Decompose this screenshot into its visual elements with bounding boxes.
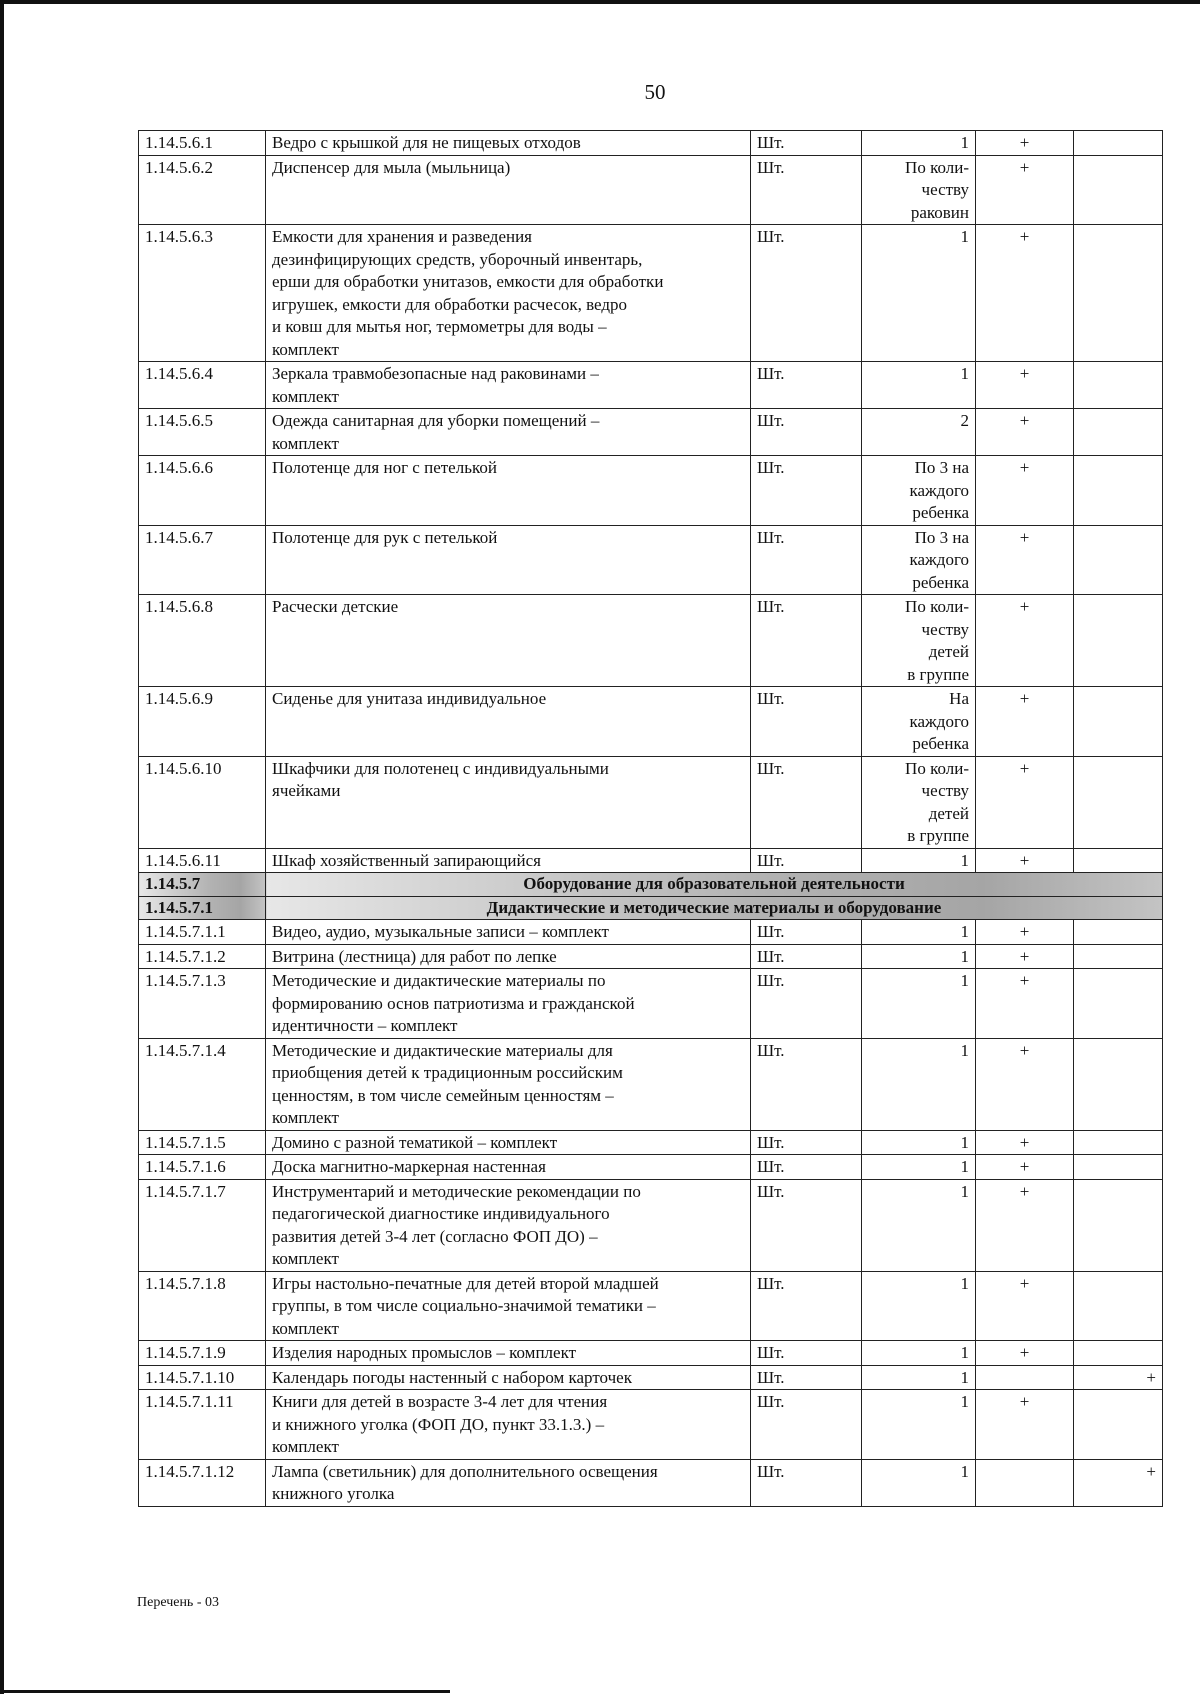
item-quantity [862,362,976,409]
table-row [139,1155,1163,1180]
item-code: 1.14.5.7.1.7 [139,1179,266,1271]
item-unit: Шт. [751,595,862,687]
mark-column-2 [1074,155,1163,225]
item-name [266,1390,751,1460]
qty-line: 1 [960,922,969,941]
item-unit: Шт. [751,1155,862,1180]
name-line: Сиденье для унитаза индивидуальное [272,689,547,708]
name-line: Доска магнитно-маркерная настенная [272,1157,546,1176]
section-code: 1.14.5.7 [139,873,266,897]
qty-line: честву [921,180,969,199]
item-quantity [862,1130,976,1155]
item-code: 1.14.5.6.9 [139,687,266,757]
item-unit: Шт. [751,1390,862,1460]
name-line: Методические и дидактические материалы по [272,971,606,990]
mark-column-2 [1074,225,1163,362]
mark-column-1 [976,1459,1074,1506]
qty-line: ребенка [912,572,969,592]
name-line: Книги для детей в возрасте 3-4 лет для чтения [272,1392,608,1411]
table-row [139,920,1163,945]
name-line: Инструментарий и методические рекомендации по [272,1181,641,1201]
name-line: комплект [272,386,339,406]
qty-line: раковин [910,202,969,222]
item-quantity [862,1271,976,1341]
item-code: 1.14.5.6.11 [139,848,266,873]
qty-line: 1 [960,1392,969,1411]
item-name [266,848,751,873]
qty-line: 1 [960,1343,969,1362]
qty-line: 1 [960,1132,969,1152]
table-row [139,848,1163,873]
mark-column-1: + [976,456,1074,526]
item-unit: Шт. [751,362,862,409]
item-code: 1.14.5.7.1.3 [139,969,266,1039]
table-row [139,1365,1163,1390]
mark-column-2 [1074,687,1163,757]
item-name [266,969,751,1039]
mark-column-1: + [976,155,1074,225]
qty-line: детей [928,642,969,661]
qty-line: 1 [960,1461,969,1481]
section-row [139,896,1163,920]
mark-column-1: + [976,756,1074,848]
equipment-table [138,130,1163,1507]
table-row [139,225,1163,362]
page-border-top [0,0,1200,4]
item-code: 1.14.5.6.8 [139,595,266,687]
mark-column-1: + [976,687,1074,757]
mark-column-1: + [976,131,1074,156]
mark-column-2 [1074,1038,1163,1130]
name-line: Диспенсер для мыла (мыльница) [272,157,511,177]
qty-line: честву [921,619,969,639]
mark-column-2 [1074,131,1163,156]
item-name [266,1271,751,1341]
item-code: 1.14.5.7.1.2 [139,944,266,969]
section-title: Оборудование для образовательной деятельности [266,873,1163,897]
item-quantity [862,969,976,1039]
qty-line: По коли- [905,758,969,778]
item-name [266,456,751,526]
mark-column-2 [1074,969,1163,1039]
mark-column-2 [1074,1341,1163,1366]
item-name [266,1038,751,1130]
mark-column-1: + [976,1155,1074,1180]
item-quantity [862,1179,976,1271]
item-code: 1.14.5.6.2 [139,155,266,225]
name-line: комплект [272,1108,339,1127]
qty-line: 1 [960,227,969,246]
mark-column-1: + [976,409,1074,456]
item-unit: Шт. [751,409,862,456]
name-line: Изделия народных промыслов – комплект [272,1343,577,1362]
item-name [266,1179,751,1271]
item-unit: Шт. [751,920,862,945]
qty-line: каждого [909,550,969,569]
qty-line: 1 [960,850,969,870]
mark-column-2 [1074,1271,1163,1341]
item-name [266,595,751,687]
section-row [139,873,1163,897]
table-row [139,1390,1163,1460]
qty-line: каждого [909,711,969,731]
item-quantity [862,756,976,848]
table-row [139,409,1163,456]
item-code: 1.14.5.6.4 [139,362,266,409]
name-line: Одежда санитарная для уборки помещений – [272,411,600,430]
name-line: и ковш для мытья ног, термометры для воды – [272,317,607,336]
item-quantity [862,155,976,225]
mark-column-1: + [976,848,1074,873]
table-row [139,131,1163,156]
qty-line: 1 [960,133,969,152]
page-border-bottom [0,1690,450,1693]
item-quantity [862,920,976,945]
item-code: 1.14.5.7.1.1 [139,920,266,945]
item-code: 1.14.5.7.1.6 [139,1155,266,1180]
qty-line: детей [928,803,969,823]
name-line: Полотенце для рук с петелькой [272,527,498,547]
item-unit: Шт. [751,225,862,362]
qty-line: 1 [960,1040,969,1060]
item-quantity [862,225,976,362]
item-name [266,1365,751,1390]
mark-column-1: + [976,1130,1074,1155]
item-code: 1.14.5.6.7 [139,525,266,595]
item-unit: Шт. [751,1271,862,1341]
mark-column-2: + [1074,1365,1163,1390]
item-code: 1.14.5.7.1.5 [139,1130,266,1155]
item-unit: Шт. [751,1459,862,1506]
name-line: формированию основ патриотизма и гражданской [272,993,635,1013]
item-quantity [862,848,976,873]
mark-column-1: + [976,525,1074,595]
table-row [139,362,1163,409]
item-unit: Шт. [751,131,862,156]
qty-line: в группе [907,826,969,845]
name-line: Календарь погоды настенный с набором карточек [272,1367,632,1387]
item-quantity [862,944,976,969]
qty-line: 1 [960,1157,969,1176]
table-row [139,1341,1163,1366]
qty-line: По коли- [905,597,969,616]
name-line: Расчески детские [272,597,399,616]
mark-column-1: + [976,969,1074,1039]
item-name [266,1155,751,1180]
name-line: развития детей 3-4 лет (согласно ФОП ДО) – [272,1226,598,1246]
name-line: игрушек, емкости для обработки расчесок, ведро [272,294,628,314]
qty-line: каждого [909,480,969,500]
qty-line: 1 [960,1273,969,1293]
item-unit: Шт. [751,1341,862,1366]
qty-line: На [949,689,969,708]
name-line: идентичности – комплект [272,1016,458,1035]
mark-column-1: + [976,1038,1074,1130]
mark-column-2 [1074,756,1163,848]
name-line: Зеркала травмобезопасные над раковинами – [272,364,599,383]
item-unit: Шт. [751,525,862,595]
item-name [266,1459,751,1506]
item-code: 1.14.5.6.3 [139,225,266,362]
mark-column-2 [1074,409,1163,456]
item-unit: Шт. [751,1130,862,1155]
qty-line: 1 [960,1367,969,1387]
mark-column-2 [1074,848,1163,873]
mark-column-1: + [976,1179,1074,1271]
item-name [266,1130,751,1155]
item-code: 1.14.5.7.1.11 [139,1390,266,1460]
name-line: Игры настольно-печатные для детей второй младшей [272,1273,659,1293]
table-row [139,525,1163,595]
name-line: Емкости для хранения и разведения [272,227,533,246]
table-row [139,687,1163,757]
mark-column-1: + [976,225,1074,362]
section-code: 1.14.5.7.1 [139,896,266,920]
item-quantity [862,409,976,456]
mark-column-2 [1074,1130,1163,1155]
item-code: 1.14.5.7.1.10 [139,1365,266,1390]
table-row [139,595,1163,687]
mark-column-2 [1074,525,1163,595]
name-line: ячейками [272,781,341,800]
mark-column-2 [1074,920,1163,945]
item-name [266,687,751,757]
section-title: Дидактические и методические материалы и оборудование [266,896,1163,920]
name-line: Полотенце для ног с петелькой [272,458,497,477]
mark-column-2 [1074,944,1163,969]
mark-column-2 [1074,1179,1163,1271]
mark-column-2 [1074,1390,1163,1460]
item-name [266,362,751,409]
qty-line: честву [921,781,969,800]
item-unit: Шт. [751,1038,862,1130]
table-row [139,969,1163,1039]
item-code: 1.14.5.6.10 [139,756,266,848]
page-border-left [0,0,4,1694]
name-line: комплект [272,1249,339,1268]
name-line: ерши для обработки унитазов, емкости для обработки [272,272,664,291]
footer-label: Перечень - 03 [137,1595,219,1610]
name-line: комплект [272,1437,339,1456]
qty-line: 1 [960,1181,969,1201]
table-row [139,155,1163,225]
item-name [266,944,751,969]
item-name [266,225,751,362]
table-row [139,756,1163,848]
equipment-table-body [139,131,1163,1507]
item-name [266,756,751,848]
item-unit: Шт. [751,687,862,757]
item-code: 1.14.5.7.1.4 [139,1038,266,1130]
name-line: приобщения детей к традиционным российским [272,1063,623,1082]
item-unit: Шт. [751,456,862,526]
mark-column-2 [1074,595,1163,687]
table-row [139,456,1163,526]
mark-column-2 [1074,1155,1163,1180]
item-quantity [862,687,976,757]
qty-line: ребенка [912,503,969,522]
name-line: Ведро с крышкой для не пищевых отходов [272,133,581,152]
name-line: ценностям, в том числе семейным ценностям – [272,1085,614,1105]
name-line: комплект [272,1318,339,1338]
qty-line: По 3 на [914,527,969,547]
item-quantity [862,1365,976,1390]
item-quantity [862,131,976,156]
name-line: Методические и дидактические материалы для [272,1040,613,1060]
item-name [266,131,751,156]
table-row [139,1038,1163,1130]
item-quantity [862,1038,976,1130]
mark-column-1: + [976,944,1074,969]
mark-column-1: + [976,1341,1074,1366]
item-quantity [862,1390,976,1460]
item-code: 1.14.5.7.1.12 [139,1459,266,1506]
item-name [266,920,751,945]
item-code: 1.14.5.6.5 [139,409,266,456]
mark-column-1: + [976,362,1074,409]
mark-column-1 [976,1365,1074,1390]
qty-line: 1 [960,946,969,966]
item-code: 1.14.5.7.1.8 [139,1271,266,1341]
table-row [139,1271,1163,1341]
item-name [266,525,751,595]
table-row [139,1130,1163,1155]
name-line: Видео, аудио, музыкальные записи – комплект [272,922,609,941]
table-row [139,1459,1163,1506]
name-line: педагогической диагностике индивидуального [272,1204,610,1223]
item-name [266,155,751,225]
item-name [266,1341,751,1366]
name-line: группы, в том числе социально-значимой тематики – [272,1296,656,1315]
name-line: Домино с разной тематикой – комплект [272,1132,558,1152]
item-unit: Шт. [751,155,862,225]
name-line: книжного уголка [272,1484,395,1503]
item-unit: Шт. [751,848,862,873]
item-unit: Шт. [751,1179,862,1271]
item-quantity [862,595,976,687]
name-line: и книжного уголка (ФОП ДО, пункт 33.1.3.) – [272,1414,605,1434]
name-line: комплект [272,433,339,453]
mark-column-1: + [976,1271,1074,1341]
item-unit: Шт. [751,756,862,848]
name-line: Витрина (лестница) для работ по лепке [272,946,557,966]
mark-column-1: + [976,1390,1074,1460]
name-line: Шкаф хозяйственный запирающийся [272,850,541,870]
mark-column-1: + [976,595,1074,687]
qty-line: 1 [960,971,969,990]
qty-line: По 3 на [914,458,969,477]
qty-line: 1 [960,364,969,383]
name-line: комплект [272,339,339,359]
name-line: Лампа (светильник) для дополнительного освещения [272,1461,658,1481]
qty-line: 2 [960,411,969,430]
table-row [139,1179,1163,1271]
mark-column-2 [1074,456,1163,526]
item-code: 1.14.5.7.1.9 [139,1341,266,1366]
item-quantity [862,525,976,595]
mark-column-1: + [976,920,1074,945]
table-row [139,944,1163,969]
item-quantity [862,1155,976,1180]
page-number: 50 [644,80,666,104]
mark-column-2: + [1074,1459,1163,1506]
item-quantity [862,456,976,526]
item-code: 1.14.5.6.6 [139,456,266,526]
item-quantity [862,1459,976,1506]
mark-column-2 [1074,362,1163,409]
name-line: дезинфицирующих средств, уборочный инвентарь, [272,249,643,269]
item-code: 1.14.5.6.1 [139,131,266,156]
qty-line: По коли- [905,157,969,177]
item-quantity [862,1341,976,1366]
qty-line: ребенка [912,734,969,753]
name-line: Шкафчики для полотенец с индивидуальными [272,758,609,778]
qty-line: в группе [907,664,969,684]
item-unit: Шт. [751,944,862,969]
item-unit: Шт. [751,1365,862,1390]
item-name [266,409,751,456]
item-unit: Шт. [751,969,862,1039]
